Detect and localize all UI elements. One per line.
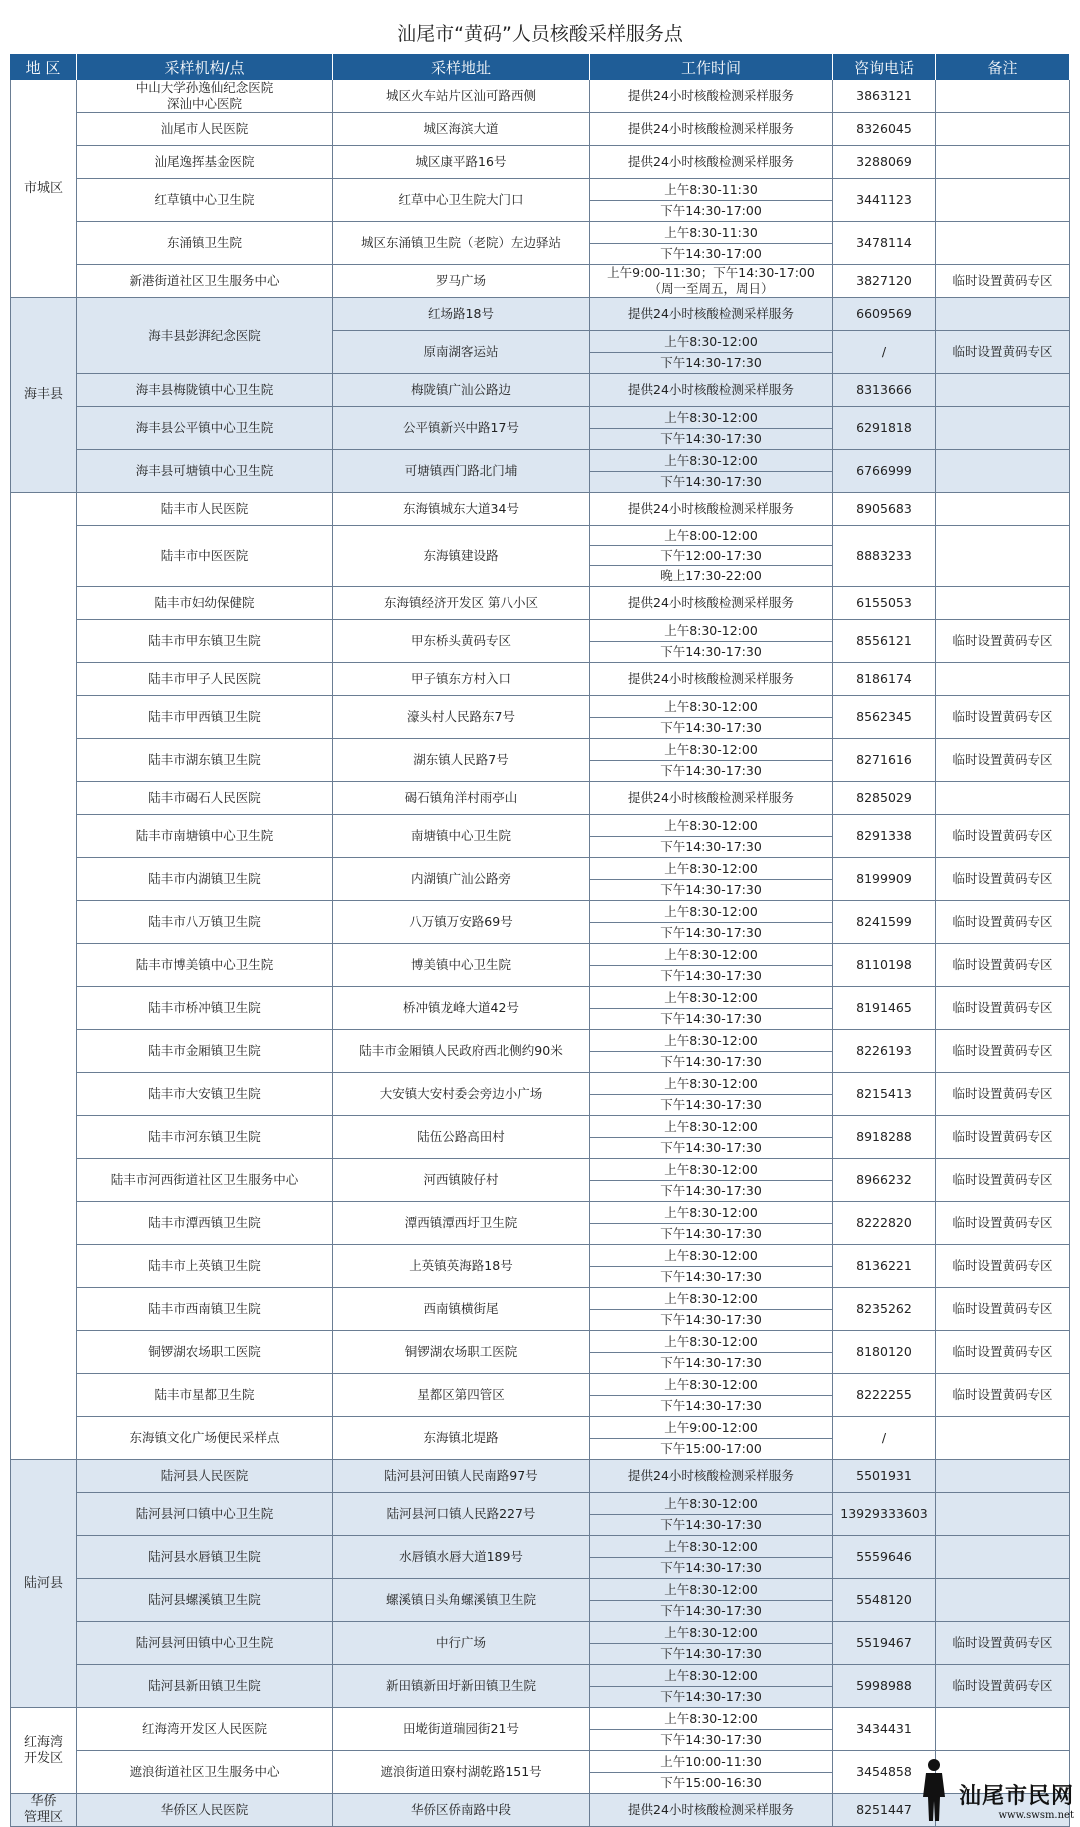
note-cell: 临时设置黄码专区 xyxy=(936,1665,1070,1708)
org-cell: 陆河县水唇镇卫生院 xyxy=(77,1536,333,1579)
org-cell: 红海湾开发区人民医院 xyxy=(77,1708,333,1751)
hours-cell: 提供24小时核酸检测采样服务 xyxy=(590,80,833,113)
org-cell: 陆丰市河西街道社区卫生服务中心 xyxy=(77,1159,333,1202)
address-cell: 南塘镇中心卫生院 xyxy=(333,815,590,858)
phone-cell: 6766999 xyxy=(833,450,936,493)
note-cell: 临时设置黄码专区 xyxy=(936,265,1070,298)
hours-cell: 下午14:30-17:00 xyxy=(590,201,833,222)
phone-cell: 3454858 xyxy=(833,1751,936,1794)
note-cell: 临时设置黄码专区 xyxy=(936,815,1070,858)
address-cell: 大安镇大安村委会旁边小广场 xyxy=(333,1073,590,1116)
phone-cell: 8110198 xyxy=(833,944,936,987)
address-cell: 上英镇英海路18号 xyxy=(333,1245,590,1288)
address-cell: 罗马广场 xyxy=(333,265,590,298)
address-cell: 陆丰市金厢镇人民政府西北侧约90米 xyxy=(333,1030,590,1073)
org-cell: 铜锣湖农场职工医院 xyxy=(77,1331,333,1374)
phone-cell: 8271616 xyxy=(833,739,936,782)
hours-cell: 下午14:30-17:30 xyxy=(590,1601,833,1622)
phone-cell: 8918288 xyxy=(833,1116,936,1159)
org-cell: 陆丰市金厢镇卫生院 xyxy=(77,1030,333,1073)
phone-cell: 8291338 xyxy=(833,815,936,858)
note-cell: 临时设置黄码专区 xyxy=(936,1245,1070,1288)
hours-cell: 上午8:30-12:00 xyxy=(590,1159,833,1181)
address-cell: 田墘街道瑞园街21号 xyxy=(333,1708,590,1751)
region-cell xyxy=(10,493,77,1460)
phone-cell: 8562345 xyxy=(833,696,936,739)
address-cell: 甲子镇东方村入口 xyxy=(333,663,590,696)
hours-cell: 上午8:30-12:00 xyxy=(590,1030,833,1052)
note-cell: 临时设置黄码专区 xyxy=(936,858,1070,901)
note-cell: 临时设置黄码专区 xyxy=(936,696,1070,739)
org-cell: 海丰县梅陇镇中心卫生院 xyxy=(77,374,333,407)
address-cell: 博美镇中心卫生院 xyxy=(333,944,590,987)
phone-cell: 8241599 xyxy=(833,901,936,944)
hours-cell: 上午8:30-12:00 xyxy=(590,1708,833,1730)
phone-cell: 8222820 xyxy=(833,1202,936,1245)
hours-cell: 下午14:30-17:30 xyxy=(590,429,833,450)
note-cell xyxy=(936,782,1070,815)
phone-cell: 5998988 xyxy=(833,1665,936,1708)
header-address: 采样地址 xyxy=(333,54,590,80)
org-cell: 陆丰市八万镇卫生院 xyxy=(77,901,333,944)
org-cell: 汕尾逸挥基金医院 xyxy=(77,146,333,179)
hours-cell: 下午14:30-17:30 xyxy=(590,353,833,374)
note-cell xyxy=(936,450,1070,493)
note-cell: 临时设置黄码专区 xyxy=(936,1331,1070,1374)
note-cell xyxy=(936,493,1070,526)
org-cell: 陆河县河田镇中心卫生院 xyxy=(77,1622,333,1665)
address-cell: 西南镇横街尾 xyxy=(333,1288,590,1331)
phone-cell: 8226193 xyxy=(833,1030,936,1073)
note-cell: 临时设置黄码专区 xyxy=(936,1374,1070,1417)
org-cell: 汕尾市人民医院 xyxy=(77,113,333,146)
phone-cell: / xyxy=(833,1417,936,1460)
hours-cell: 下午14:30-17:30 xyxy=(590,923,833,944)
hours-cell: 提供24小时核酸检测采样服务 xyxy=(590,782,833,815)
org-cell: 陆丰市人民医院 xyxy=(77,493,333,526)
note-cell xyxy=(936,407,1070,450)
hours-cell: 上午8:30-12:00 xyxy=(590,1288,833,1310)
org-cell: 陆河县新田镇卫生院 xyxy=(77,1665,333,1708)
hours-cell: 下午14:30-17:30 xyxy=(590,1224,833,1245)
phone-cell: 8285029 xyxy=(833,782,936,815)
hours-cell: 上午8:30-12:00 xyxy=(590,1202,833,1224)
org-cell: 陆河县人民医院 xyxy=(77,1460,333,1493)
phone-cell: 8556121 xyxy=(833,620,936,663)
phone-cell: 3288069 xyxy=(833,146,936,179)
address-cell: 东海镇建设路 xyxy=(333,526,590,587)
hours-cell: 上午8:30-12:00 xyxy=(590,1073,833,1095)
phone-cell: 8326045 xyxy=(833,113,936,146)
org-cell: 新港街道社区卫生服务中心 xyxy=(77,265,333,298)
hours-cell: 上午8:30-12:00 xyxy=(590,858,833,880)
note-cell: 临时设置黄码专区 xyxy=(936,739,1070,782)
hours-cell: 下午14:30-17:30 xyxy=(590,880,833,901)
hours-cell: 下午14:30-17:30 xyxy=(590,1310,833,1331)
hours-cell: 上午8:30-12:00 xyxy=(590,1245,833,1267)
address-cell: 城区东涌镇卫生院（老院）左边驿站 xyxy=(333,222,590,265)
address-cell: 河西镇陂仔村 xyxy=(333,1159,590,1202)
org-cell: 陆丰市碣石人民医院 xyxy=(77,782,333,815)
hours-cell: 提供24小时核酸检测采样服务 xyxy=(590,146,833,179)
org-cell: 陆丰市潭西镇卫生院 xyxy=(77,1202,333,1245)
phone-cell: 5519467 xyxy=(833,1622,936,1665)
org-cell: 陆丰市上英镇卫生院 xyxy=(77,1245,333,1288)
phone-cell: 8186174 xyxy=(833,663,936,696)
phone-cell: 6609569 xyxy=(833,298,936,331)
hours-cell: 提供24小时核酸检测采样服务 xyxy=(590,374,833,407)
hours-cell: 上午8:30-12:00 xyxy=(590,901,833,923)
org-cell: 陆丰市大安镇卫生院 xyxy=(77,1073,333,1116)
hours-cell: 下午14:30-17:30 xyxy=(590,1515,833,1536)
hours-cell: 下午14:30-17:30 xyxy=(590,1009,833,1030)
note-cell: 临时设置黄码专区 xyxy=(936,1159,1070,1202)
address-cell: 梅陇镇广汕公路边 xyxy=(333,374,590,407)
phone-cell: 6291818 xyxy=(833,407,936,450)
address-cell: 遮浪街道田寮村湖乾路151号 xyxy=(333,1751,590,1794)
note-cell xyxy=(936,1460,1070,1493)
hours-cell: 下午14:30-17:30 xyxy=(590,1267,833,1288)
header-region: 地 区 xyxy=(10,54,77,80)
phone-cell: 8180120 xyxy=(833,1331,936,1374)
org-cell: 陆丰市甲西镇卫生院 xyxy=(77,696,333,739)
phone-cell: 8199909 xyxy=(833,858,936,901)
hours-cell: 上午8:30-12:00 xyxy=(590,331,833,353)
address-cell: 原南湖客运站 xyxy=(333,331,590,374)
address-cell: 东海镇经济开发区 第八小区 xyxy=(333,587,590,620)
phone-cell: 5501931 xyxy=(833,1460,936,1493)
address-cell: 潭西镇潭西圩卫生院 xyxy=(333,1202,590,1245)
org-cell: 陆丰市桥冲镇卫生院 xyxy=(77,987,333,1030)
phone-cell: 3863121 xyxy=(833,80,936,113)
address-cell: 城区火车站片区汕可路西侧 xyxy=(333,80,590,113)
org-cell: 陆丰市博美镇中心卫生院 xyxy=(77,944,333,987)
phone-cell: 3441123 xyxy=(833,179,936,222)
phone-cell: 8251447 xyxy=(833,1794,936,1827)
org-cell: 遮浪街道社区卫生服务中心 xyxy=(77,1751,333,1794)
hours-cell: 下午14:30-17:30 xyxy=(590,472,833,493)
hours-cell: 提供24小时核酸检测采样服务 xyxy=(590,587,833,620)
note-cell xyxy=(936,374,1070,407)
phone-cell: 5559646 xyxy=(833,1536,936,1579)
org-cell: 华侨区人民医院 xyxy=(77,1794,333,1827)
phone-cell: 8191465 xyxy=(833,987,936,1030)
hours-cell: 下午14:30-17:30 xyxy=(590,966,833,987)
note-cell xyxy=(936,1536,1070,1579)
note-cell: 临时设置黄码专区 xyxy=(936,1030,1070,1073)
address-cell: 公平镇新兴中路17号 xyxy=(333,407,590,450)
address-cell: 碣石镇角洋村雨亭山 xyxy=(333,782,590,815)
region-cell: 海丰县 xyxy=(10,298,77,493)
org-cell: 海丰县公平镇中心卫生院 xyxy=(77,407,333,450)
note-cell xyxy=(936,113,1070,146)
hours-cell: 上午9:00-11:30；下午14:30-17:00 （周一至周五，周日） xyxy=(590,265,833,298)
phone-cell: 6155053 xyxy=(833,587,936,620)
phone-cell: 8222255 xyxy=(833,1374,936,1417)
hours-cell: 下午14:30-17:30 xyxy=(590,1181,833,1202)
org-cell: 陆丰市南塘镇中心卫生院 xyxy=(77,815,333,858)
note-cell xyxy=(936,1708,1070,1751)
note-cell: 临时设置黄码专区 xyxy=(936,1116,1070,1159)
watermark-url: www.swsm.net xyxy=(998,1810,1074,1821)
address-cell: 红草中心卫生院大门口 xyxy=(333,179,590,222)
note-cell xyxy=(936,298,1070,331)
note-cell: 临时设置黄码专区 xyxy=(936,1288,1070,1331)
hours-cell: 上午8:00-12:00 xyxy=(590,526,833,546)
phone-cell: 13929333603 xyxy=(833,1493,936,1536)
org-cell: 中山大学孙逸仙纪念医院 深汕中心医院 xyxy=(77,80,333,113)
address-cell: 华侨区侨南路中段 xyxy=(333,1794,590,1827)
hours-cell: 提供24小时核酸检测采样服务 xyxy=(590,298,833,331)
address-cell: 东海镇城东大道34号 xyxy=(333,493,590,526)
hours-cell: 上午8:30-12:00 xyxy=(590,696,833,718)
note-cell xyxy=(936,587,1070,620)
watermark xyxy=(959,1779,1074,1821)
hours-cell: 下午14:30-17:30 xyxy=(590,1396,833,1417)
org-cell: 海丰县可塘镇中心卫生院 xyxy=(77,450,333,493)
note-cell xyxy=(936,1493,1070,1536)
hours-cell: 上午8:30-11:30 xyxy=(590,179,833,201)
hours-cell: 下午14:30-17:30 xyxy=(590,1558,833,1579)
hours-cell: 提供24小时核酸检测采样服务 xyxy=(590,493,833,526)
note-cell: 临时设置黄码专区 xyxy=(936,987,1070,1030)
hours-cell: 下午14:30-17:30 xyxy=(590,642,833,663)
hours-cell: 上午8:30-12:00 xyxy=(590,1374,833,1396)
org-cell: 陆丰市星都卫生院 xyxy=(77,1374,333,1417)
note-cell: 临时设置黄码专区 xyxy=(936,944,1070,987)
address-cell: 星都区第四管区 xyxy=(333,1374,590,1417)
address-cell: 陆河县河田镇人民南路97号 xyxy=(333,1460,590,1493)
page-title: 汕尾市“黄码”人员核酸采样服务点 xyxy=(397,23,683,45)
hours-cell: 下午14:30-17:30 xyxy=(590,1095,833,1116)
note-cell: 临时设置黄码专区 xyxy=(936,620,1070,663)
note-cell xyxy=(936,80,1070,113)
org-cell: 陆丰市甲东镇卫生院 xyxy=(77,620,333,663)
header-phone: 咨询电话 xyxy=(833,54,936,80)
phone-cell: 3827120 xyxy=(833,265,936,298)
hours-cell: 上午8:30-12:00 xyxy=(590,1622,833,1644)
region-cell: 华侨 管理区 xyxy=(10,1794,77,1827)
phone-cell: 3478114 xyxy=(833,222,936,265)
hours-cell: 上午8:30-12:00 xyxy=(590,815,833,837)
hours-cell: 上午8:30-12:00 xyxy=(590,944,833,966)
address-cell: 陆河县河口镇人民路227号 xyxy=(333,1493,590,1536)
hours-cell: 提供24小时核酸检测采样服务 xyxy=(590,1460,833,1493)
region-cell: 红海湾 开发区 xyxy=(10,1708,77,1794)
hours-cell: 上午8:30-12:00 xyxy=(590,1116,833,1138)
hours-cell: 上午8:30-12:00 xyxy=(590,450,833,472)
address-cell: 八万镇万安路69号 xyxy=(333,901,590,944)
phone-cell: 8905683 xyxy=(833,493,936,526)
org-cell: 陆河县河口镇中心卫生院 xyxy=(77,1493,333,1536)
hours-cell: 下午14:30-17:30 xyxy=(590,1644,833,1665)
phone-cell: 8966232 xyxy=(833,1159,936,1202)
address-cell: 内湖镇广汕公路旁 xyxy=(333,858,590,901)
hours-cell: 上午8:30-12:00 xyxy=(590,987,833,1009)
hours-cell: 下午14:30-17:30 xyxy=(590,718,833,739)
phone-cell: 8313666 xyxy=(833,374,936,407)
org-cell: 东海镇文化广场便民采样点 xyxy=(77,1417,333,1460)
hours-cell: 上午8:30-12:00 xyxy=(590,1331,833,1353)
hours-cell: 晚上17:30-22:00 xyxy=(590,566,833,587)
phone-cell: 8235262 xyxy=(833,1288,936,1331)
watermark-logo-text: 汕尾市民网 xyxy=(958,1783,1074,1809)
note-cell: 临时设置黄码专区 xyxy=(936,901,1070,944)
hours-cell: 下午12:00-17:30 xyxy=(590,546,833,566)
org-cell: 海丰县彭湃纪念医院 xyxy=(77,298,333,374)
phone-cell: 8215413 xyxy=(833,1073,936,1116)
org-cell: 陆丰市河东镇卫生院 xyxy=(77,1116,333,1159)
header-org: 采样机构/点 xyxy=(77,54,333,80)
hours-cell: 下午14:30-17:30 xyxy=(590,1730,833,1751)
hours-cell: 下午14:30-17:30 xyxy=(590,1353,833,1374)
note-cell xyxy=(936,222,1070,265)
org-cell: 红草镇中心卫生院 xyxy=(77,179,333,222)
hours-cell: 上午8:30-12:00 xyxy=(590,1493,833,1515)
hours-cell: 上午8:30-12:00 xyxy=(590,1536,833,1558)
hours-cell: 上午8:30-12:00 xyxy=(590,407,833,429)
address-cell: 湖东镇人民路7号 xyxy=(333,739,590,782)
hours-cell: 下午14:30-17:30 xyxy=(590,837,833,858)
address-cell: 铜锣湖农场职工医院 xyxy=(333,1331,590,1374)
phone-cell: / xyxy=(833,331,936,374)
address-cell: 陆伍公路高田村 xyxy=(333,1116,590,1159)
address-cell: 桥冲镇龙峰大道42号 xyxy=(333,987,590,1030)
address-cell: 水唇镇水唇大道189号 xyxy=(333,1536,590,1579)
hours-cell: 上午8:30-12:00 xyxy=(590,1665,833,1687)
hours-cell: 下午14:30-17:30 xyxy=(590,1138,833,1159)
note-cell: 临时设置黄码专区 xyxy=(936,1202,1070,1245)
org-cell: 陆丰市内湖镇卫生院 xyxy=(77,858,333,901)
note-cell: 临时设置黄码专区 xyxy=(936,1073,1070,1116)
region-cell: 陆河县 xyxy=(10,1460,77,1708)
note-cell: 临时设置黄码专区 xyxy=(936,331,1070,374)
person-silhouette-icon xyxy=(919,1757,949,1821)
org-cell: 陆丰市甲子人民医院 xyxy=(77,663,333,696)
hours-cell: 下午14:30-17:30 xyxy=(590,1687,833,1708)
hours-cell: 提供24小时核酸检测采样服务 xyxy=(590,113,833,146)
address-cell: 城区康平路16号 xyxy=(333,146,590,179)
org-cell: 陆丰市妇幼保健院 xyxy=(77,587,333,620)
service-points-table xyxy=(0,54,1080,1827)
hours-cell: 上午10:00-11:30 xyxy=(590,1751,833,1773)
region-cell: 市城区 xyxy=(10,80,77,298)
phone-cell: 8883233 xyxy=(833,526,936,587)
org-cell: 陆河县螺溪镇卫生院 xyxy=(77,1579,333,1622)
hours-cell: 上午8:30-12:00 xyxy=(590,620,833,642)
hours-cell: 上午9:00-12:00 xyxy=(590,1417,833,1439)
hours-cell: 上午8:30-12:00 xyxy=(590,1579,833,1601)
note-cell xyxy=(936,526,1070,587)
address-cell: 可塘镇西门路北门埔 xyxy=(333,450,590,493)
org-cell: 陆丰市西南镇卫生院 xyxy=(77,1288,333,1331)
address-cell: 螺溪镇日头角螺溪镇卫生院 xyxy=(333,1579,590,1622)
hours-cell: 下午14:30-17:30 xyxy=(590,1052,833,1073)
address-cell: 红场路18号 xyxy=(333,298,590,331)
address-cell: 濠头村人民路东7号 xyxy=(333,696,590,739)
org-cell: 东涌镇卫生院 xyxy=(77,222,333,265)
phone-cell: 8136221 xyxy=(833,1245,936,1288)
address-cell: 甲东桥头黄码专区 xyxy=(333,620,590,663)
note-cell xyxy=(936,1579,1070,1622)
hours-cell: 下午15:00-16:30 xyxy=(590,1773,833,1794)
note-cell xyxy=(936,146,1070,179)
hours-cell: 上午8:30-12:00 xyxy=(590,739,833,761)
note-cell: 临时设置黄码专区 xyxy=(936,1622,1070,1665)
address-cell: 新田镇新田圩新田镇卫生院 xyxy=(333,1665,590,1708)
note-cell xyxy=(936,663,1070,696)
hours-cell: 提供24小时核酸检测采样服务 xyxy=(590,1794,833,1827)
address-cell: 东海镇北堤路 xyxy=(333,1417,590,1460)
hours-cell: 下午14:30-17:00 xyxy=(590,244,833,265)
address-cell: 城区海滨大道 xyxy=(333,113,590,146)
hours-cell: 下午15:00-17:00 xyxy=(590,1439,833,1460)
org-cell: 陆丰市湖东镇卫生院 xyxy=(77,739,333,782)
hours-cell: 提供24小时核酸检测采样服务 xyxy=(590,663,833,696)
hours-cell: 下午14:30-17:30 xyxy=(590,761,833,782)
header-note: 备注 xyxy=(936,54,1070,80)
header-hours: 工作时间 xyxy=(590,54,833,80)
address-cell: 中行广场 xyxy=(333,1622,590,1665)
phone-cell: 3434431 xyxy=(833,1708,936,1751)
note-cell xyxy=(936,1417,1070,1460)
note-cell xyxy=(936,179,1070,222)
hours-cell: 上午8:30-11:30 xyxy=(590,222,833,244)
phone-cell: 5548120 xyxy=(833,1579,936,1622)
org-cell: 陆丰市中医医院 xyxy=(77,526,333,587)
